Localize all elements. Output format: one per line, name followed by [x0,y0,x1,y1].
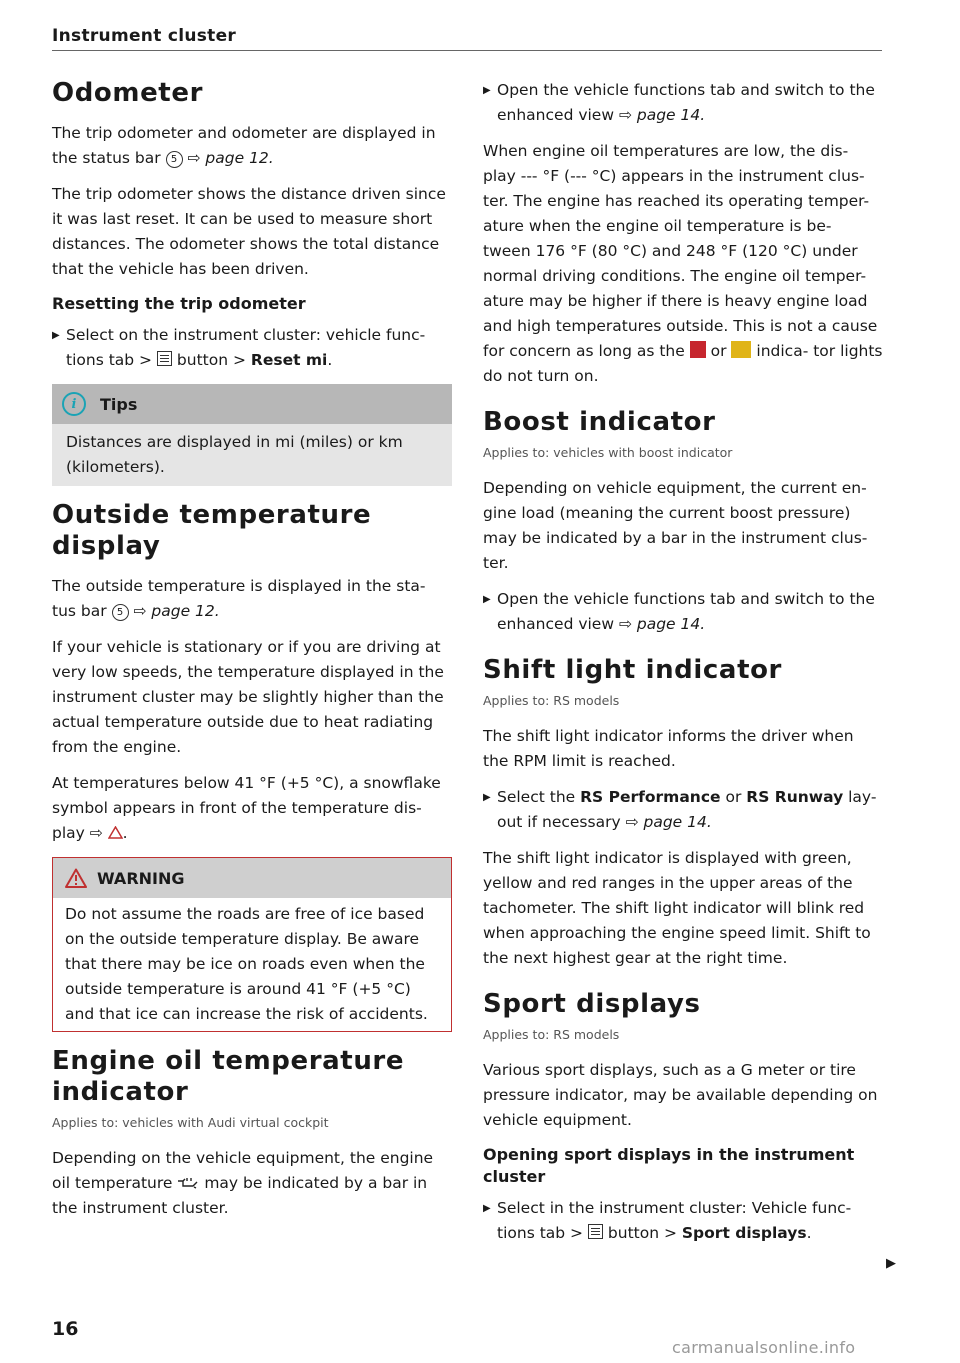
boost-heading: Boost indicator [483,407,716,437]
reset-trip-heading: Resetting the trip odometer [52,294,306,313]
page-reference[interactable]: ⇨ page 14. [618,106,706,124]
boost-p1: Depending on vehicle equipment, the current en- gine load (meaning the current boost pressure) may be indicated by a bar in the instrument clus- ter. [483,479,868,572]
outside-p2: If your vehicle is stationary or if you are driving at very low speeds, the temperature displayed in the instrument cluster may be slightly higher than the actual temperature outside due to heat radiating from the engine. [52,638,444,756]
tips-box [52,384,452,486]
opening-sport-heading: Opening sport displays in the instrument cluster [483,1145,855,1186]
warning-triangle-icon [65,868,87,888]
warning-triangle-icon[interactable] [108,826,123,839]
step-arrow-icon: ▶ [52,330,60,341]
applies-to: Applies to: vehicles with boost indicator [483,445,733,460]
engine-oil-step: ▶ Open the vehicle functions tab and switch to the enhanced view ⇨ page 14. [483,78,883,128]
warning-header: WARNING [53,858,451,898]
odometer-p1: The trip odometer and odometer are displayed in the status bar 5 ⇨ page 12. [52,124,436,167]
left-column [52,78,452,1232]
engine-oil-p1: Depending on the vehicle equipment, the engine oil temperature may be indicated by a bar in the instrument cluster. [52,1149,434,1217]
oil-level-yellow-indicator-icon [731,341,751,358]
step-arrow-icon: ▶ [483,594,491,605]
page-reference[interactable]: ⇨ page 12. [133,602,220,620]
info-icon: i [62,392,86,416]
page-reference[interactable]: ⇨ page 14. [618,615,706,633]
step-arrow-icon: ▶ [483,85,491,96]
menu-button-icon [588,1224,603,1239]
shift-p1: The shift light indicator informs the driver when the RPM limit is reached. [483,727,854,770]
applies-to: Applies to: vehicles with Audi virtual cockpit [52,1115,329,1130]
watermark: carmanualsonline.info [672,1338,856,1357]
warning-body: Do not assume the roads are free of ice based on the outside temperature display. Be aware that there may be ice on roads even when the outside temperature is around 41 °F (+5 °C) and that ice can increase the risk of accidents. [65,905,428,1023]
shift-step: ▶ Select the RS Performance or RS Runway lay- out if necessary ⇨ page 14. [483,785,883,835]
oil-temperature-icon [177,1177,199,1189]
page-reference[interactable]: ⇨ page 14. [625,813,712,831]
reset-step: ▶ Select on the instrument cluster: vehicle func- tions tab > button > Reset mi. [52,323,452,373]
tips-body: Distances are displayed in mi (miles) or km (kilometers). [52,424,452,486]
outside-p1: The outside temperature is displayed in the sta- tus bar 5 ⇨ page 12. [52,577,426,620]
shift-light-heading: Shift light indicator [483,655,782,685]
applies-to: Applies to: RS models [483,1027,620,1042]
boost-step: ▶ Open the vehicle functions tab and switch to the enhanced view ⇨ page 14. [483,587,883,637]
step-arrow-icon: ▶ [483,1203,491,1214]
callout-5-icon: 5 [166,151,183,168]
page-reference[interactable]: ⇨ page 12. [187,149,274,167]
outside-p3: At temperatures below 41 °F (+5 °C), a snowflake symbol appears in front of the temperature dis- play ⇨ . [52,774,441,842]
outside-temp-heading: Outside temperature display [52,500,372,561]
engine-oil-heading: Engine oil temperature indicator [52,1046,405,1107]
warning-box [52,857,452,1032]
step-arrow-icon: ▶ [483,792,491,803]
oil-pressure-red-indicator-icon [690,341,706,358]
right-column [483,78,883,1257]
odometer-heading: Odometer [52,78,203,108]
tips-header: i Tips [52,384,452,424]
applies-to: Applies to: RS models [483,693,620,708]
page-number: 16 [52,1318,79,1340]
running-header: Instrument cluster [52,26,882,51]
callout-5-icon: 5 [112,604,129,621]
menu-button-icon [157,351,172,366]
sport-step: ▶ Select in the instrument cluster: Vehicle func- tions tab > button > Sport displays. [483,1196,883,1246]
odometer-p2: The trip odometer shows the distance driven since it was last reset. It can be used to measure short distances. The odometer shows the total distance that the vehicle has been driven. [52,185,446,278]
shift-p2: The shift light indicator is displayed with green, yellow and red ranges in the upper areas of the tachometer. The shift light indicator will blink red when approaching the engine speed limit. Shift to the next highest gear at the right time. [483,849,871,967]
sport-p1: Various sport displays, such as a G meter or tire pressure indicator, may be available depending on vehicle equipment. [483,1061,878,1129]
engine-oil-p2: When engine oil temperatures are low, the dis- play --- °F (--- °C) appears in the instrument clus- ter. The engine has reached its operating temper- ature when the engine oil temperature is be- tween 176 °F (80 °C) and 248 °F (120 °C) under normal driving conditions. The engine oil temper- ature may be higher if there is heavy engine load and high temperatures outside. This is not a cause for concern as long as the or indica- tor lights do not turn on. [483,142,883,385]
continue-arrow-icon: ▶ [886,1256,896,1271]
sport-displays-heading: Sport displays [483,989,701,1019]
